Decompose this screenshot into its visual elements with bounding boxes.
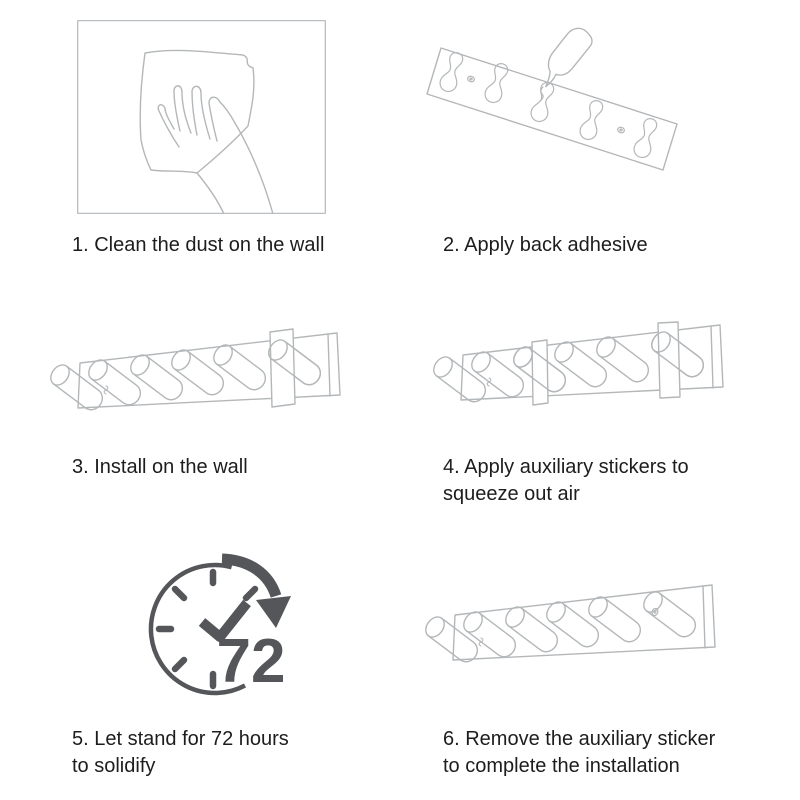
step-caption	[72, 454, 248, 481]
caption-line: 3. Install on the wall	[72, 456, 248, 478]
caption-line: 5. Let stand for 72 hours	[72, 728, 289, 750]
glue-bottle	[531, 23, 597, 91]
step-caption	[72, 726, 289, 780]
caption-line: 2. Apply back adhesive	[443, 234, 648, 256]
caption-line: 6. Remove the auxiliary sticker	[443, 728, 716, 750]
caption-line: to complete the installation	[443, 755, 680, 777]
arrowhead	[256, 596, 291, 628]
auxiliary-sticker	[532, 340, 548, 405]
step-caption	[443, 454, 689, 508]
hand-wiping-wall-icon	[77, 20, 326, 214]
step-caption	[72, 232, 324, 259]
hook-rack-one-sticker-icon	[40, 310, 370, 430]
step-caption	[443, 232, 648, 259]
hook-rack-finished-icon	[400, 558, 740, 673]
glue-bottle-rack-back-icon	[405, 18, 705, 218]
hours-label: 72	[216, 627, 286, 696]
caption-line: squeeze out air	[443, 483, 580, 505]
caption-line: to solidify	[72, 755, 156, 777]
hook-rack-two-stickers-icon	[405, 295, 745, 420]
caption-line: 1. Clean the dust on the wall	[72, 234, 325, 256]
step-caption	[443, 726, 715, 780]
clock-72-hours-icon	[145, 552, 325, 712]
caption-line: 4. Apply auxiliary stickers to	[443, 456, 689, 478]
